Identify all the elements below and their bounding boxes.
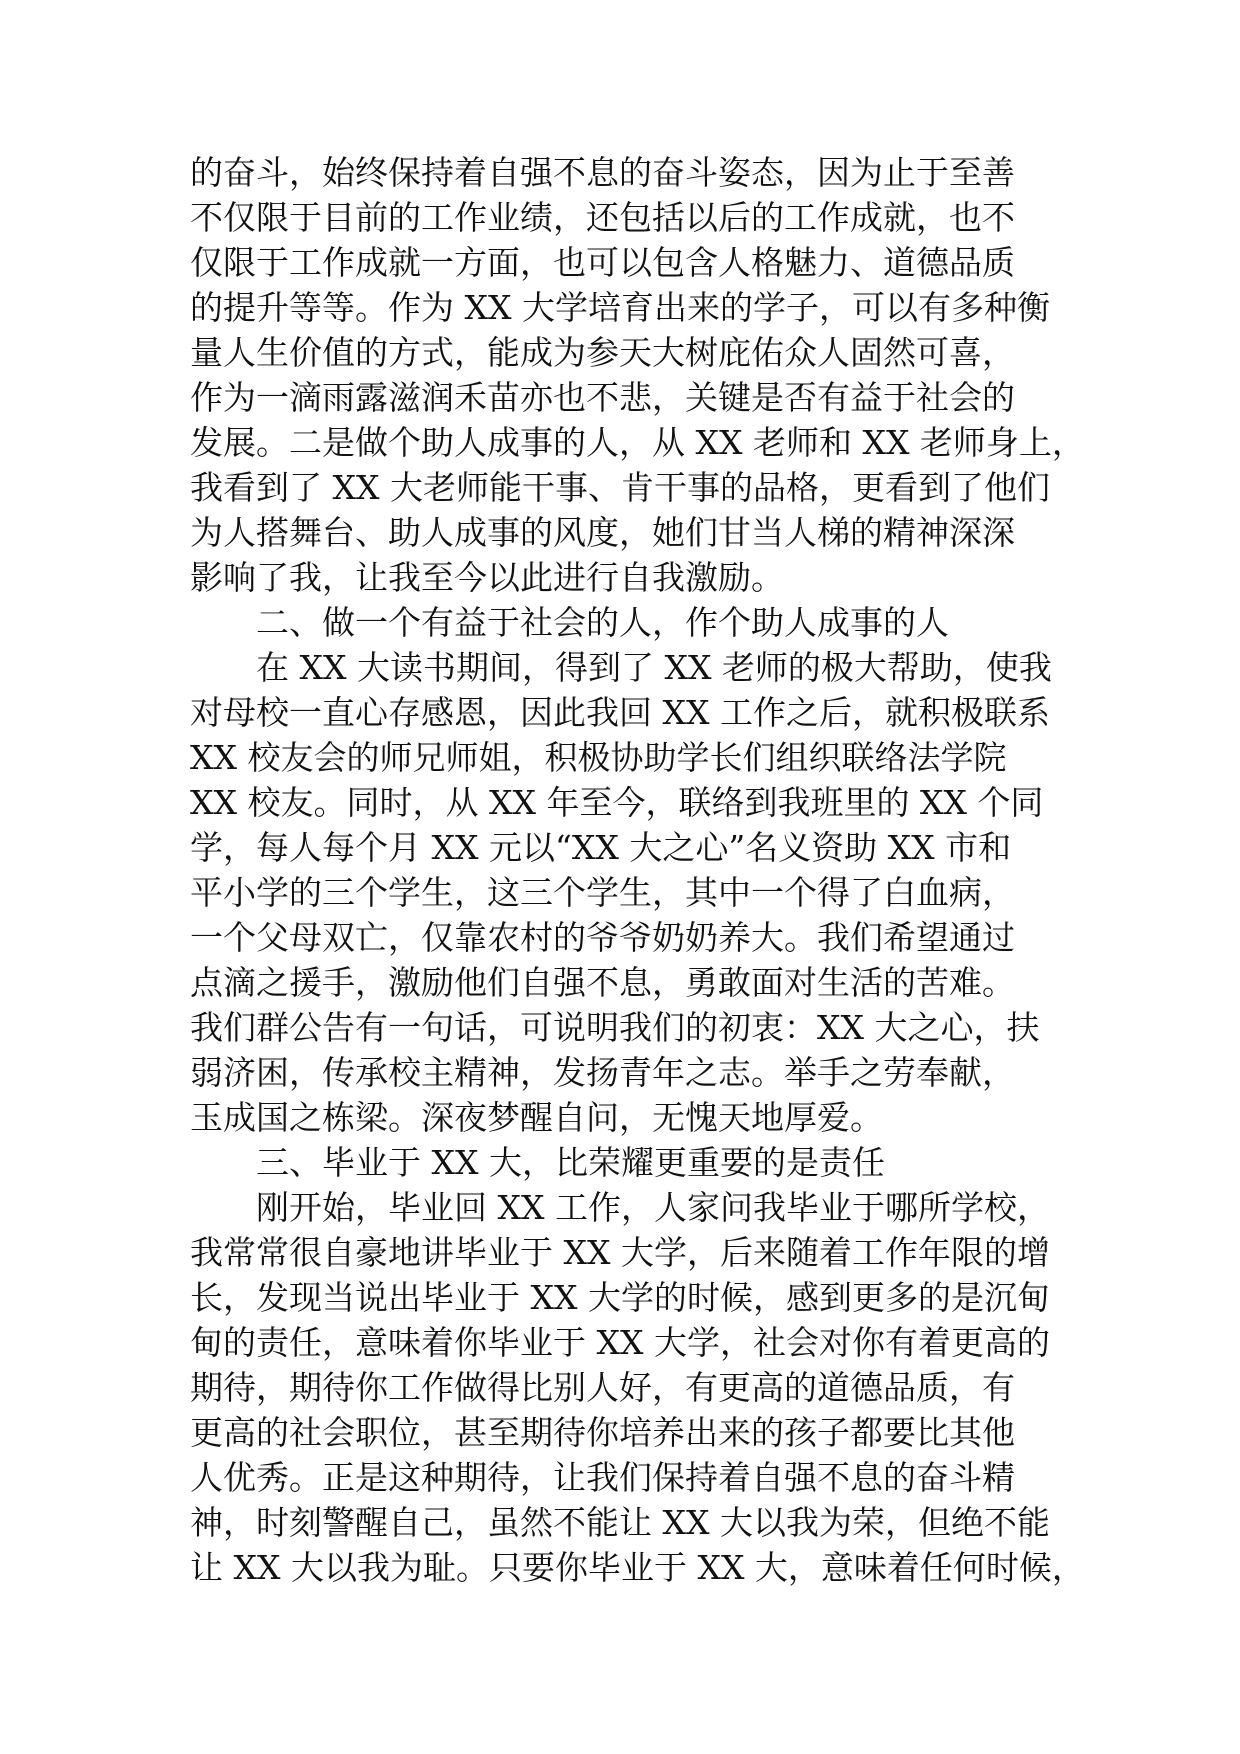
text-line: 刚开始，毕业回 XX 工作，人家问我毕业于哪所学校， [256,1188,1050,1227]
text-line: 作为一滴雨露滋润禾苗亦也不悲，关键是否有益于社会的 [190,378,1015,417]
text-line: 为人搭舞台、助人成事的风度，她们甘当人梯的精神深深 [190,513,1015,552]
text-line: 弱济困，传承校主精神，发扬青年之志。举手之劳奉献， [190,1053,1015,1092]
text-line: 量人生价值的方式，能成为参天大树庇佑众人固然可喜， [190,333,1015,372]
text-line: 我看到了 XX 大老师能干事、肯干事的品格，更看到了他们 [190,468,1050,507]
section-heading: 三、毕业于 XX 大，比荣耀更重要的是责任 [256,1143,885,1182]
text-line: 让 XX 大以我为耻。只要你毕业于 XX 大，意味着任何时候， [190,1548,1085,1587]
text-line: 神，时刻警醒自己，虽然不能让 XX 大以我为荣，但绝不能 [190,1503,1050,1542]
text-line: 的奋斗，始终保持着自强不息的奋斗姿态，因为止于至善 [190,153,1015,192]
text-line: 在 XX 大读书期间，得到了 XX 老师的极大帮助，使我 [256,648,1052,687]
text-line: 仅限于工作成就一方面，也可以包含人格魅力、道德品质 [190,243,1015,282]
text-line: 学，每人每个月 XX 元以“XX 大之心”名义资助 XX 市和 [190,828,1012,867]
document-body [190,150,1090,1590]
text-line: 的提升等等。作为 XX 大学培育出来的学子，可以有多种衡 [190,288,1050,327]
text-line: 发展。二是做个助人成事的人，从 XX 老师和 XX 老师身上， [190,423,1085,462]
section-heading: 二、做一个有益于社会的人，作个助人成事的人 [256,603,949,642]
text-line: 长，发现当说出毕业于 XX 大学的时候，感到更多的是沉甸 [190,1278,1050,1317]
text-line: 我常常很自豪地讲毕业于 XX 大学，后来随着工作年限的增 [190,1233,1050,1272]
text-line: 点滴之援手，激励他们自强不息，勇敢面对生活的苦难。 [190,963,1015,1002]
text-line: XX 校友会的师兄师姐，积极协助学长们组织联络法学院 [190,738,1007,777]
text-line: 平小学的三个学生，这三个学生，其中一个得了白血病， [190,873,1015,912]
text-line: XX 校友。同时，从 XX 年至今，联络到我班里的 XX 个同 [190,783,1044,822]
text-line: 人优秀。正是这种期待，让我们保持着自强不息的奋斗精 [190,1458,1015,1497]
text-line: 更高的社会职位，甚至期待你培养出来的孩子都要比其他 [190,1413,1015,1452]
text-line: 玉成国之栋梁。深夜梦醒自问，无愧天地厚爱。 [190,1098,883,1137]
text-line: 我们群公告有一句话，可说明我们的初衷：XX 大之心，扶 [190,1008,1040,1047]
text-line: 对母校一直心存感恩，因此我回 XX 工作之后，就积极联系 [190,693,1050,732]
text-line: 影响了我，让我至今以此进行自我激励。 [190,558,784,597]
text-line: 一个父母双亡，仅靠农村的爷爷奶奶养大。我们希望通过 [190,918,1015,957]
text-line: 期待，期待你工作做得比别人好，有更高的道德品质，有 [190,1368,1015,1407]
text-line: 甸的责任，意味着你毕业于 XX 大学，社会对你有着更高的 [190,1323,1050,1362]
text-line: 不仅限于目前的工作业绩，还包括以后的工作成就，也不 [190,198,1015,237]
